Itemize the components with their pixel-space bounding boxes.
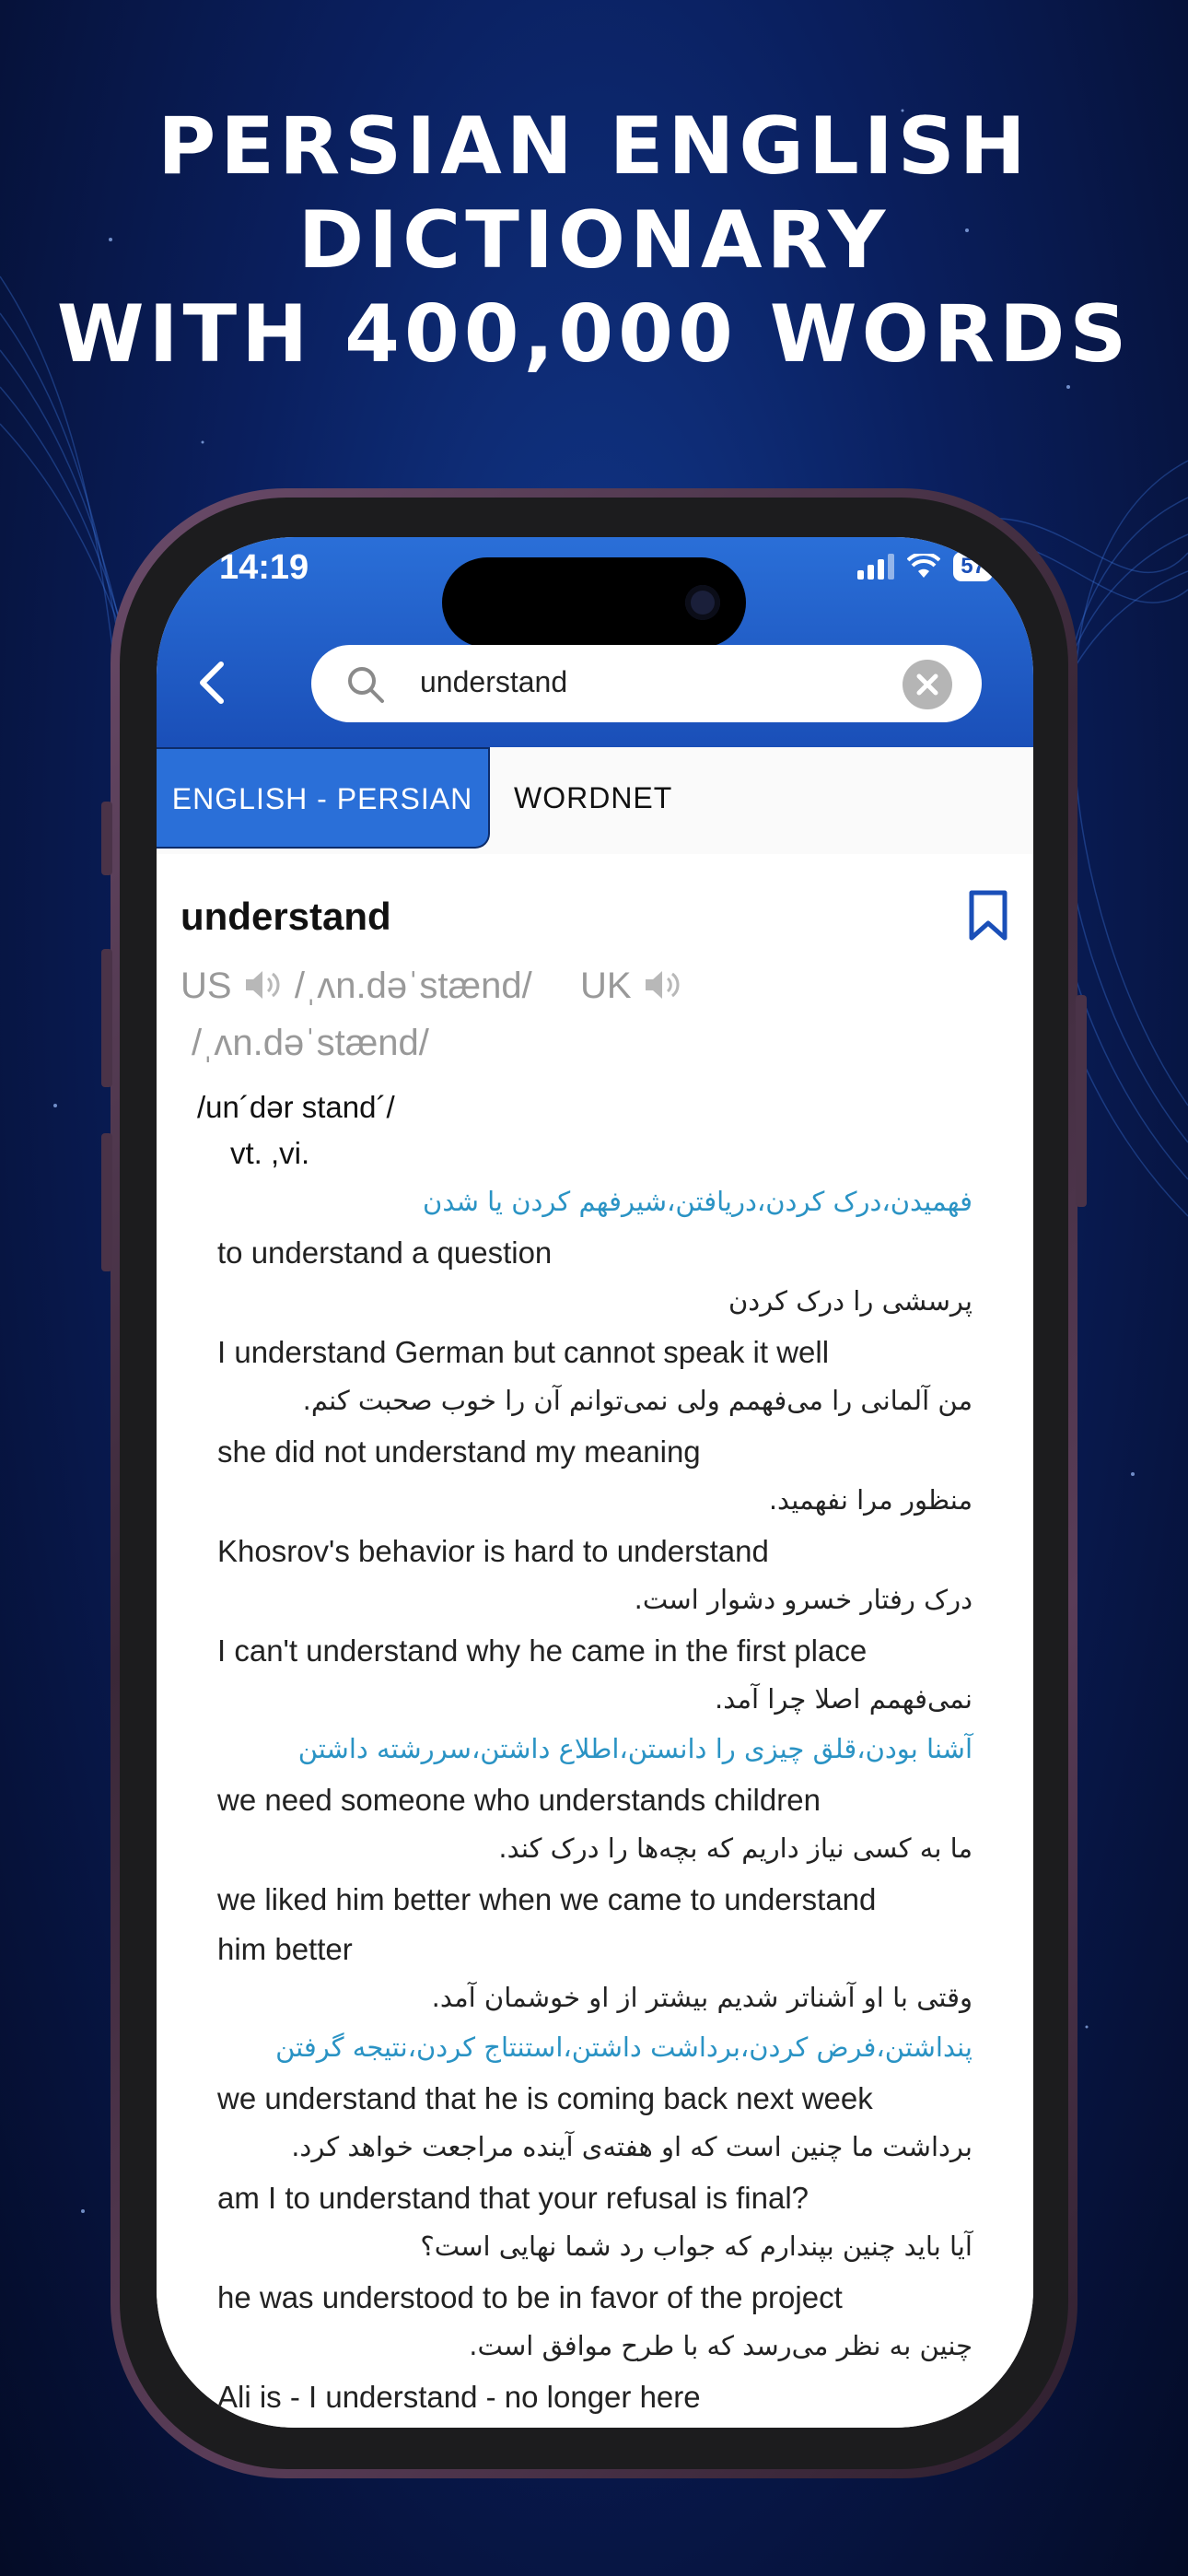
example-english: he was understood to be in favor of the project <box>217 2280 843 2314</box>
clear-search-icon[interactable] <box>903 660 952 709</box>
promo-line-2: DICTIONARY <box>297 194 891 287</box>
entry-pos: vt. ,vi. <box>230 1136 310 1170</box>
app-header <box>157 537 1033 747</box>
example-persian: چنین به نظر می‌رسد که با طرح موافق است. <box>469 2330 973 2361</box>
app-screen <box>157 537 1033 2428</box>
entry-ipa: /un´dər stand´/ <box>197 1090 395 1124</box>
status-time: 14:19 <box>219 548 309 587</box>
speaker-uk-icon[interactable] <box>642 966 684 1003</box>
example-english: Ali is - I understand - no longer here <box>217 2380 701 2414</box>
dictionary-tabs <box>157 747 1033 854</box>
wifi-icon <box>907 554 940 580</box>
promo-headline <box>0 100 1188 381</box>
signal-icon <box>857 554 894 580</box>
battery-indicator: 57 <box>953 552 993 581</box>
example-english: Khosrov's behavior is hard to understand <box>217 1534 769 1568</box>
promo-line-3: WITH 400,000 WORDS <box>56 288 1132 381</box>
example-persian: پرسشی را درک کردن <box>728 1285 973 1317</box>
tab-english-persian[interactable]: ENGLISH - PERSIAN <box>157 747 490 849</box>
camera-icon <box>685 585 720 620</box>
example-english: she did not understand my meaning <box>217 1434 701 1469</box>
example-english: to understand a question <box>217 1235 553 1270</box>
example-english: I understand German but cannot speak it well <box>217 1335 830 1369</box>
power-button <box>1076 995 1087 1207</box>
volume-up-button <box>101 949 112 1087</box>
example-english: we understand that he is coming back next week <box>217 2081 873 2115</box>
uk-label: UK <box>579 966 632 1006</box>
bookmark-icon[interactable] <box>967 889 1009 943</box>
meaning-persian: فهمیدن،درک کردن،دریافتن،شیرفهم کردن یا شدن <box>423 1186 973 1217</box>
volume-down-button <box>101 1133 112 1271</box>
pronunciation-block <box>181 957 1009 1071</box>
example-english: him better <box>217 1932 353 1966</box>
dynamic-island <box>442 557 746 648</box>
example-persian: آیا باید چنین بپندارم که جواب رد شما نهایی است؟ <box>420 2231 973 2262</box>
entry-word: understand <box>181 895 391 938</box>
example-persian: درک رفتار خسرو دشوار است. <box>634 1584 973 1615</box>
example-persian: منظور مرا نفهمید. <box>768 1484 973 1516</box>
example-english: I can't understand why he came in the first place <box>217 1633 868 1668</box>
example-persian: وقتی با او آشناتر شدیم بیشتر از او خوشمان آمد. <box>431 1982 973 2013</box>
example-persian: نمی‌فهمم اصلا چرا آمد. <box>715 1683 973 1715</box>
us-ipa: /ˌʌn.dəˈstænd/ <box>294 966 532 1006</box>
example-persian: من آلمانی را می‌فهمم ولی نمی‌توانم آن را خوب صحبت کنم. <box>302 1385 973 1416</box>
meaning-persian: آشنا بودن،قلق چیزی را دانستن،اطلاع داشتن،سررشته داشتن <box>297 1733 973 1764</box>
example-english: am I to understand that your refusal is final? <box>217 2181 809 2215</box>
back-arrow-icon[interactable] <box>188 657 239 708</box>
example-persian: ما به کسی نیاز داریم که بچه‌ها را درک کند. <box>498 1832 973 1864</box>
example-persian: برداشت ما چنین است که او هفته‌ی آینده مراجعت خواهد کرد. <box>291 2131 973 2162</box>
us-label: US <box>181 966 232 1006</box>
search-bar[interactable] <box>311 645 982 722</box>
meaning-persian: پنداشتن،فرض کردن،برداشت داشتن،استنتاج کردن،نتیجه گرفتن <box>275 2032 973 2063</box>
search-icon <box>344 663 387 706</box>
search-input[interactable]: understand <box>420 665 568 698</box>
example-english: we liked him better when we came to understand <box>217 1882 877 1916</box>
action-button <box>101 802 112 875</box>
example-english: we need someone who understands children <box>217 1783 821 1817</box>
speaker-us-icon[interactable] <box>242 966 285 1003</box>
entry-content <box>157 854 1033 2428</box>
tab-wordnet[interactable]: WORDNET <box>514 781 673 814</box>
uk-ipa: /ˌʌn.dəˈstænd/ <box>192 1023 429 1063</box>
status-icons <box>857 552 993 581</box>
promo-line-1: PERSIAN ENGLISH <box>157 100 1031 193</box>
